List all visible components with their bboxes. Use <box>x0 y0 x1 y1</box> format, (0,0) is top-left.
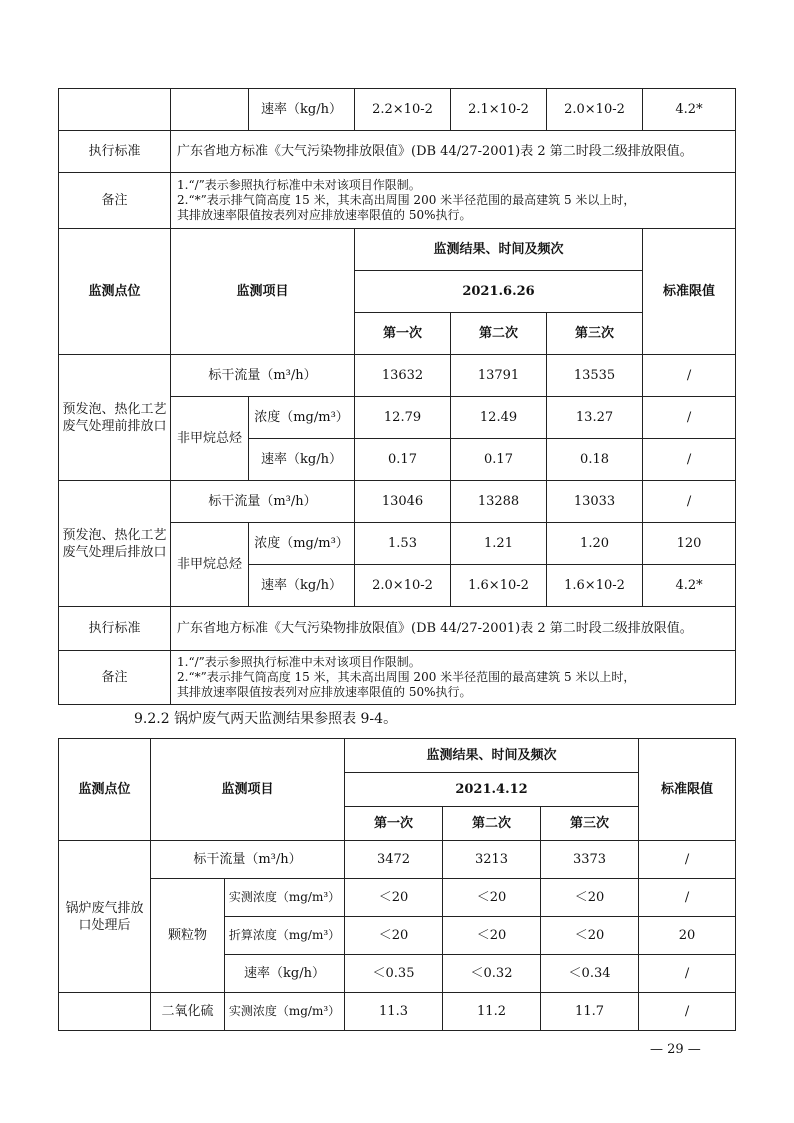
value-cell: ＜20 <box>443 917 541 955</box>
remarks-text <box>171 173 736 229</box>
remark-line: 1.“/”表示参照执行标准中未对该项目作限制。 <box>177 655 421 669</box>
standard-label: 执行标准 <box>59 131 171 173</box>
rate-label: 速率（kg/h） <box>249 89 355 131</box>
value-cell: 13791 <box>451 355 547 397</box>
value-cell: ＜0.32 <box>443 955 541 993</box>
converted-conc-label: 折算浓度（mg/m³） <box>225 917 345 955</box>
header-point: 监测点位 <box>59 229 171 355</box>
remarks-text <box>171 651 736 705</box>
remark-line: 1.“/”表示参照执行标准中未对该项目作限制。 <box>177 178 421 192</box>
remark-line: 其排放速率限值按表列对应排放速率限值的 50%执行。 <box>177 208 472 222</box>
value-cell: 3472 <box>345 841 443 879</box>
header-limit: 标准限值 <box>643 229 736 355</box>
remark-line: 2.“*”表示排气筒高度 15 米，其未高出周围 200 米半径范围的最高建筑 5 米以上时， <box>177 193 636 207</box>
pollutant-name: 颗粒物 <box>151 879 225 993</box>
value-cell: ＜20 <box>345 917 443 955</box>
table-row <box>59 131 736 173</box>
monitoring-point: 预发泡、热化工艺废气处理后排放口 <box>59 481 171 607</box>
limit-cell: / <box>639 879 736 917</box>
rate-label: 速率（kg/h） <box>225 955 345 993</box>
value-cell: 13632 <box>355 355 451 397</box>
table-row <box>59 607 736 651</box>
value-cell: ＜20 <box>345 879 443 917</box>
value-cell: 1.53 <box>355 523 451 565</box>
value-cell: ＜20 <box>541 917 639 955</box>
limit-cell: / <box>639 955 736 993</box>
flow-label: 标干流量（m³/h） <box>171 481 355 523</box>
value-cell: 3213 <box>443 841 541 879</box>
value-cell: 1.6×10-2 <box>547 565 643 607</box>
table-row <box>59 355 736 397</box>
table-row <box>59 651 736 705</box>
value-cell: 2.0×10-2 <box>547 89 643 131</box>
value-cell: 1.21 <box>451 523 547 565</box>
value-cell: 13033 <box>547 481 643 523</box>
header-limit: 标准限值 <box>639 739 736 841</box>
value-cell: 2.1×10-2 <box>451 89 547 131</box>
monitoring-point: 锅炉废气排放口处理后 <box>59 841 151 993</box>
table-row <box>59 841 736 879</box>
standard-text: 广东省地方标准《大气污染物排放限值》(DB 44/27-2001)表 2 第二时段二级排放限值。 <box>171 131 736 173</box>
header-third: 第三次 <box>541 807 639 841</box>
header-second: 第二次 <box>451 313 547 355</box>
limit-cell: / <box>639 841 736 879</box>
remarks-label: 备注 <box>59 651 171 705</box>
standard-text: 广东省地方标准《大气污染物排放限值》(DB 44/27-2001)表 2 第二时段二级排放限值。 <box>171 607 736 651</box>
value-cell: ＜20 <box>541 879 639 917</box>
value-cell: 13535 <box>547 355 643 397</box>
table-row <box>59 173 736 229</box>
header-item: 监测项目 <box>151 739 345 841</box>
value-cell: ＜0.34 <box>541 955 639 993</box>
limit-cell: 20 <box>639 917 736 955</box>
conc-label: 浓度（mg/m³） <box>249 523 355 565</box>
rate-label: 速率（kg/h） <box>249 439 355 481</box>
table-row <box>59 879 736 917</box>
table-row <box>59 89 736 131</box>
header-row <box>59 739 736 773</box>
section-heading: 9.2.2 锅炉废气两天监测结果参照表 9-4。 <box>134 711 398 727</box>
empty-cell <box>59 993 151 1031</box>
header-date: 2021.4.12 <box>345 773 639 807</box>
standard-label: 执行标准 <box>59 607 171 651</box>
limit-cell: 4.2* <box>643 89 736 131</box>
value-cell: ＜0.35 <box>345 955 443 993</box>
value-cell: ＜20 <box>443 879 541 917</box>
boiler-emission-table <box>58 738 736 1031</box>
measured-conc-label: 实测浓度（mg/m³） <box>225 879 345 917</box>
limit-cell: / <box>639 993 736 1031</box>
value-cell: 3373 <box>541 841 639 879</box>
measured-conc-label: 实测浓度（mg/m³） <box>225 993 345 1031</box>
monitoring-point: 预发泡、热化工艺废气处理前排放口 <box>59 355 171 481</box>
value-cell: 0.18 <box>547 439 643 481</box>
pollutant-name: 二氧化硫 <box>151 993 225 1031</box>
value-cell: 12.79 <box>355 397 451 439</box>
header-point: 监测点位 <box>59 739 151 841</box>
header-first: 第一次 <box>345 807 443 841</box>
table-row <box>59 481 736 523</box>
value-cell: 11.3 <box>345 993 443 1031</box>
remarks-label: 备注 <box>59 173 171 229</box>
remark-line: 2.“*”表示排气筒高度 15 米，其未高出周围 200 米半径范围的最高建筑 5 米以上时， <box>177 670 636 684</box>
pollutant-name: 非甲烷总烃 <box>171 523 249 607</box>
header-results: 监测结果、时间及频次 <box>355 229 643 271</box>
limit-cell: 4.2* <box>643 565 736 607</box>
remark-line: 其排放速率限值按表列对应排放速率限值的 50%执行。 <box>177 685 472 699</box>
value-cell: 11.7 <box>541 993 639 1031</box>
value-cell: 13046 <box>355 481 451 523</box>
header-item: 监测项目 <box>171 229 355 355</box>
value-cell: 2.0×10-2 <box>355 565 451 607</box>
conc-label: 浓度（mg/m³） <box>249 397 355 439</box>
table-row <box>59 993 736 1031</box>
header-third: 第三次 <box>547 313 643 355</box>
flow-label: 标干流量（m³/h） <box>171 355 355 397</box>
header-results: 监测结果、时间及频次 <box>345 739 639 773</box>
header-second: 第二次 <box>443 807 541 841</box>
emission-table-continued <box>58 88 736 229</box>
value-cell: 2.2×10-2 <box>355 89 451 131</box>
limit-cell: / <box>643 355 736 397</box>
flow-label: 标干流量（m³/h） <box>151 841 345 879</box>
pollutant-name: 非甲烷总烃 <box>171 397 249 481</box>
value-cell: 1.6×10-2 <box>451 565 547 607</box>
value-cell: 11.2 <box>443 993 541 1031</box>
value-cell: 12.49 <box>451 397 547 439</box>
limit-cell: / <box>643 439 736 481</box>
limit-cell: / <box>643 397 736 439</box>
value-cell: 1.20 <box>547 523 643 565</box>
value-cell: 0.17 <box>451 439 547 481</box>
rate-label: 速率（kg/h） <box>249 565 355 607</box>
limit-cell: 120 <box>643 523 736 565</box>
empty-cell <box>59 89 171 131</box>
empty-cell <box>171 89 249 131</box>
header-date: 2021.6.26 <box>355 271 643 313</box>
header-row <box>59 229 736 271</box>
value-cell: 0.17 <box>355 439 451 481</box>
limit-cell: / <box>643 481 736 523</box>
emission-table-2021-6-26 <box>58 228 736 705</box>
value-cell: 13.27 <box>547 397 643 439</box>
page-number: — 29 — <box>650 1042 701 1057</box>
header-first: 第一次 <box>355 313 451 355</box>
value-cell: 13288 <box>451 481 547 523</box>
